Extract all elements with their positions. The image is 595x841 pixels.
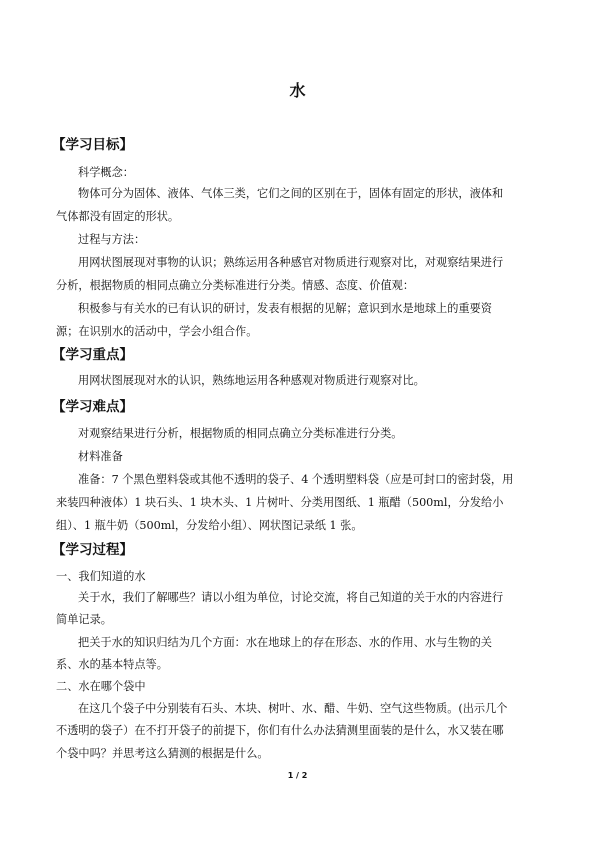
paragraph-line: 源；在识别水的活动中，学会小组合作。	[56, 325, 258, 338]
paragraph-line: 个袋中吗？并思考这么猜测的根据是什么。	[56, 747, 269, 760]
paragraph-line: 对观察结果进行分析，根据物质的相同点确立分类标准进行分类。	[78, 427, 403, 440]
paragraph-line: 一、我们知道的水	[56, 570, 146, 583]
section-heading-process: 【学习过程】	[52, 542, 133, 558]
paragraph-line: 在这几个袋子中分别装有石头、木块、树叶、水、醋、牛奶、空气这些物质。(出示几个	[78, 702, 508, 715]
document-title: 水	[289, 81, 306, 100]
paragraph-line: 来装四种液体）1 块石头、1 块木头、1 片树叶、分类用图纸、1 瓶醋（500ml，分发给小	[56, 496, 504, 509]
paragraph-line: 材料准备	[78, 450, 123, 463]
paragraph-line: 二、水在哪个袋中	[56, 680, 146, 693]
paragraph-line: 关于水，我们了解哪些？请以小组为单位，讨论交流，将自己知道的关于水的内容进行	[78, 591, 504, 604]
paragraph-line: 气体都没有固定的形状。	[56, 210, 180, 223]
paragraph-line: 简单记录。	[56, 613, 112, 626]
paragraph-line: 积极参与有关水的已有认识的研讨，发表有根据的见解；意识到水是地球上的重要资	[78, 302, 492, 315]
paragraph-line: 过程与方法：	[78, 233, 146, 246]
paragraph-line: 组）、1 瓶牛奶（500ml，分发给小组）、网状图记录纸 1 张。	[56, 519, 363, 532]
paragraph-line: 准备：7 个黑色塑料袋或其他不透明的袋子、4 个透明塑料袋（应是可封口的密封袋，用	[78, 473, 514, 486]
page-number: 1 / 2	[287, 771, 308, 780]
section-heading-difficult: 【学习难点】	[52, 399, 133, 415]
paragraph-line: 物体可分为固体、液体、气体三类，它们之间的区别在于，固体有固定的形状，液体和	[78, 187, 504, 200]
paragraph-line: 把关于水的知识归结为几个方面：水在地球上的存在形态、水的作用、水与生物的关	[78, 636, 492, 649]
paragraph-line: 不透明的袋子）在不打开袋子的前提下，你们有什么办法猜测里面装的是什么，水又装在哪	[56, 724, 504, 737]
section-heading-key: 【学习重点】	[52, 347, 133, 363]
section-heading-goals: 【学习目标】	[52, 137, 133, 153]
paragraph-line: 科学概念：	[78, 166, 134, 179]
paragraph-line: 系、水的基本特点等。	[56, 658, 168, 671]
paragraph-line: 用网状图展现对水的认识，熟练地运用各种感观对物质进行观察对比。	[78, 374, 425, 387]
paragraph-line: 分析，根据物质的相同点确立分类标准进行分类。情感、态度、价值观：	[56, 279, 415, 292]
paragraph-line: 用网状图展现对事物的认识；熟练运用各种感官对物质进行观察对比，对观察结果进行	[78, 256, 504, 269]
